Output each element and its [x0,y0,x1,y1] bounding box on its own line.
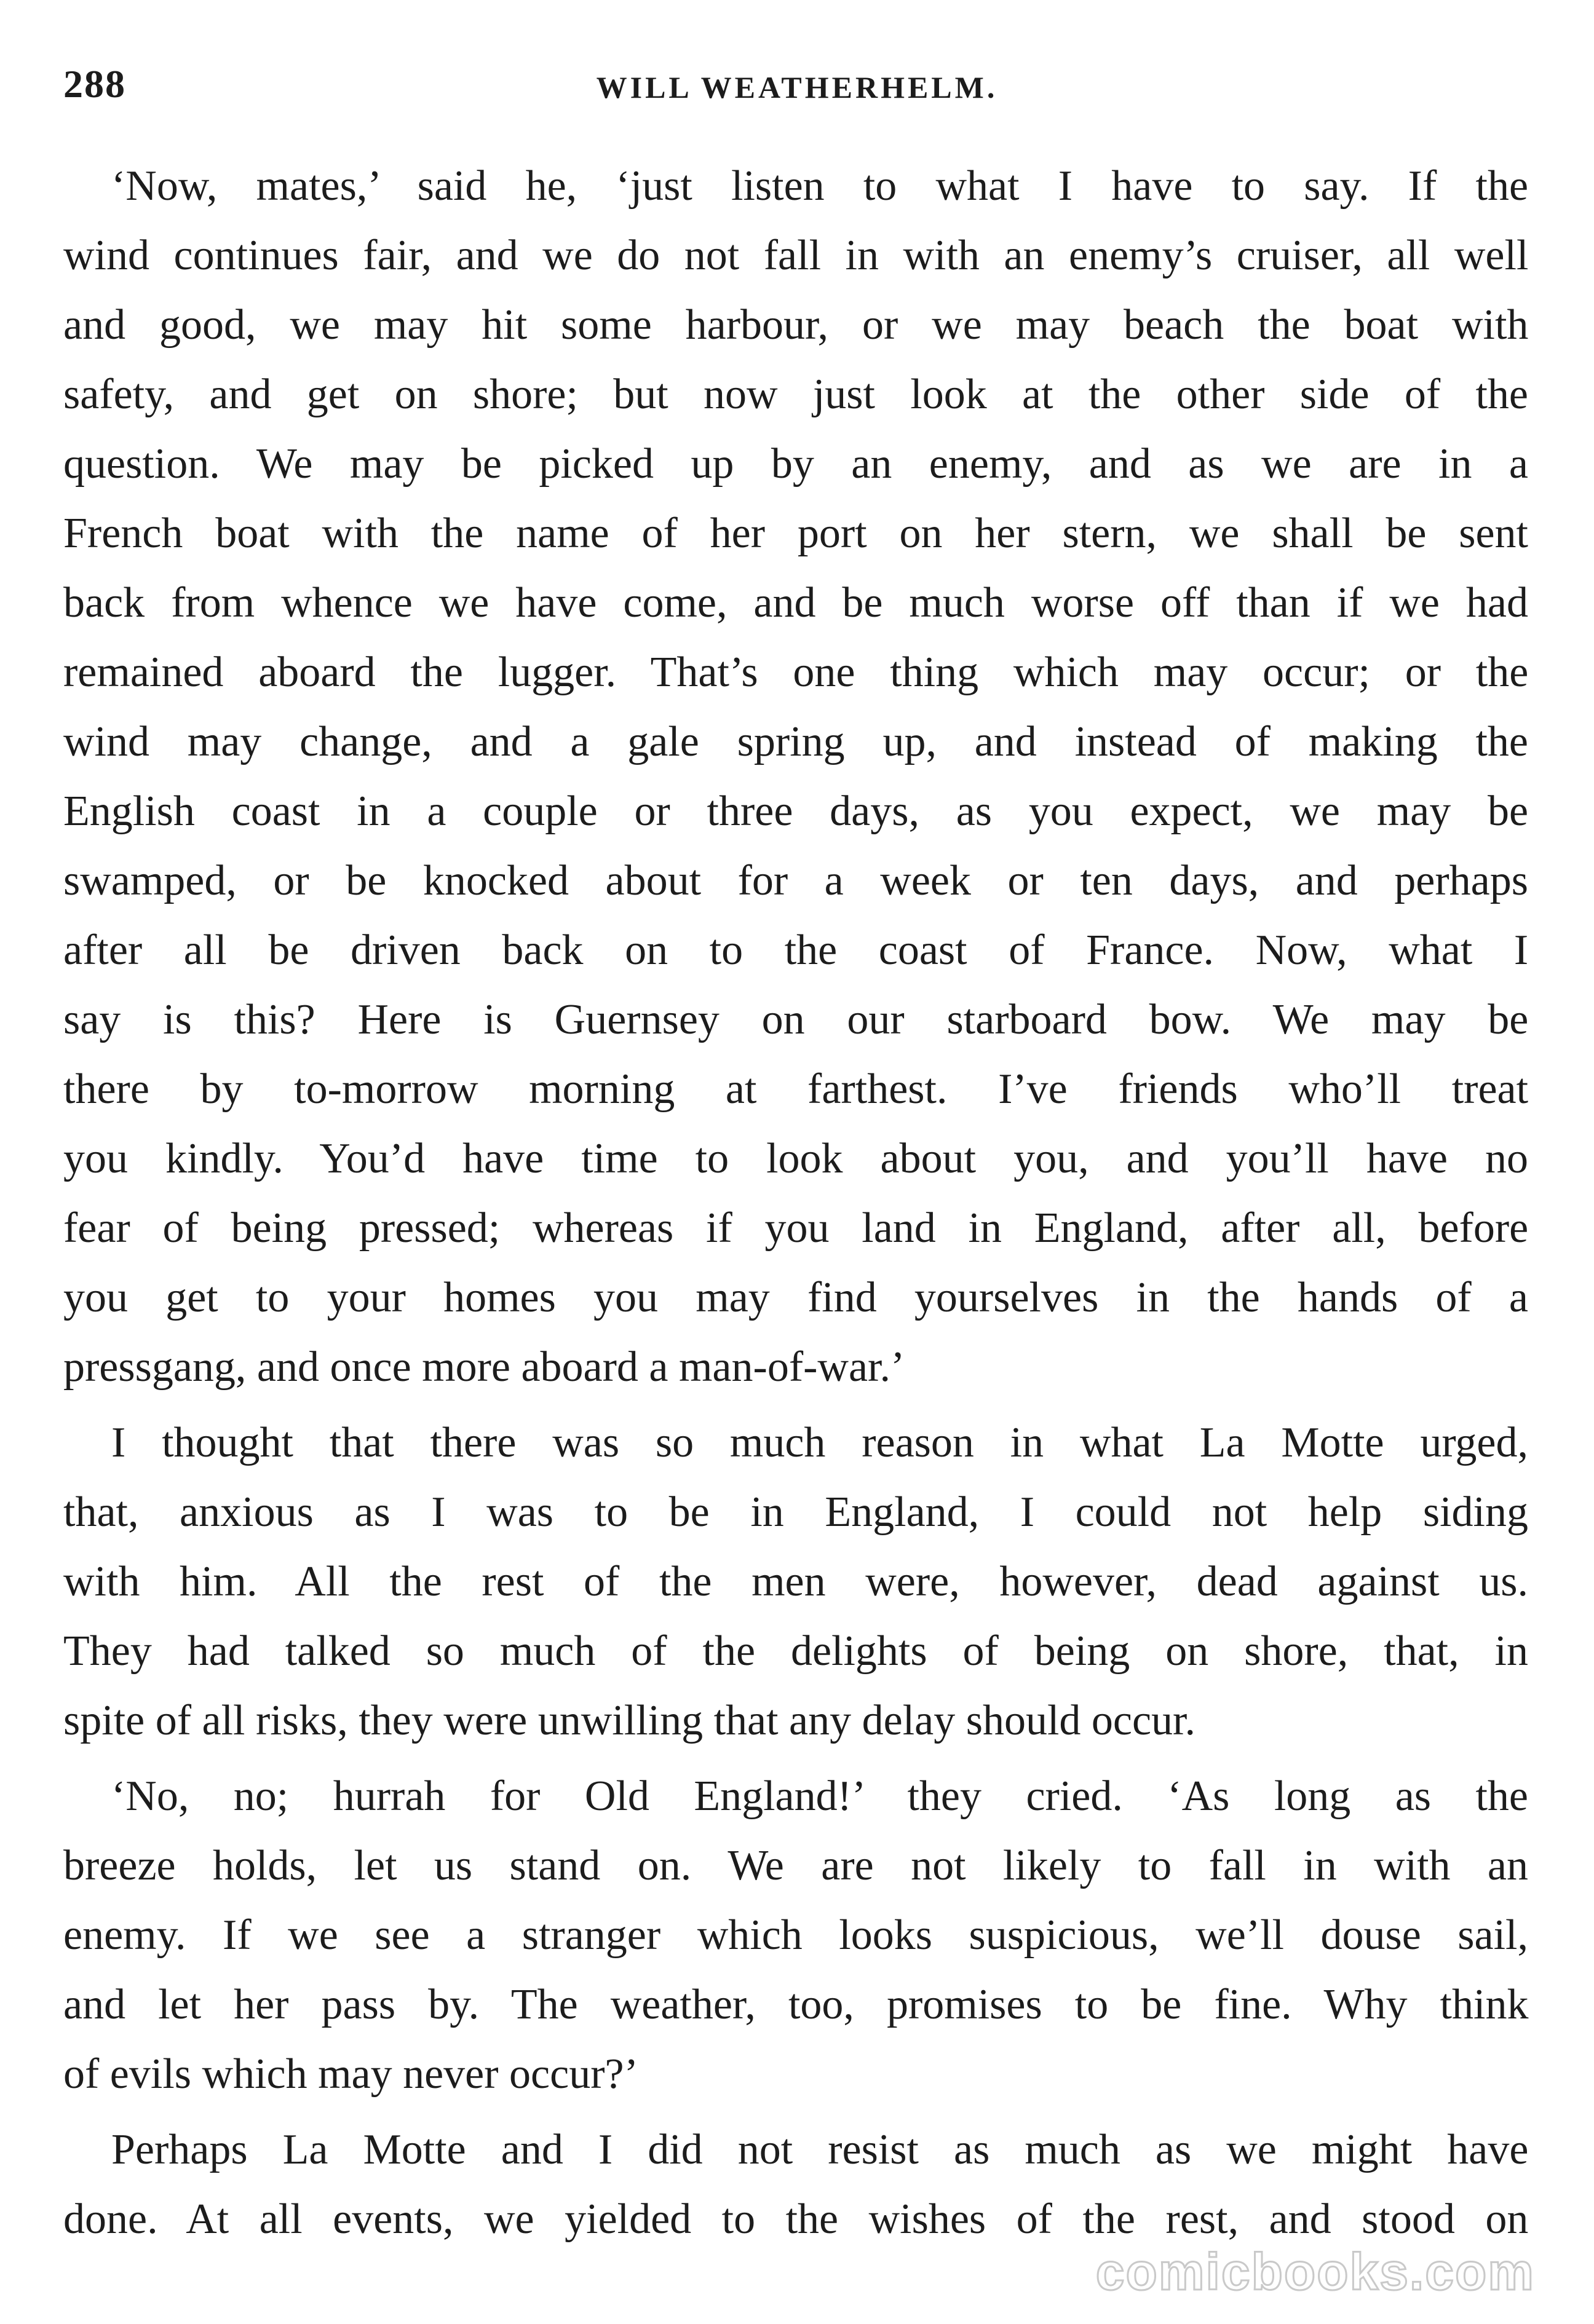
text-line: back from whence we have come, and be much worse off than if we had [63,579,1528,626]
text-line: swamped, or be knocked about for a week or ten days, and perhaps [63,857,1528,904]
text-line: ‘Now, mates,’ said he, ‘just listen to what I have to say. If the [111,162,1529,210]
watermark-logo: comicbooks.com [1095,2243,1535,2301]
text-line: Perhaps La Motte and I did not resist as much as we might have [111,2126,1529,2173]
text-line: that, anxious as I was to be in England, I could not help siding [63,1488,1528,1536]
text-line: and let her pass by. The weather, too, promises to be fine. Why think [63,1981,1529,2028]
text-line: French boat with the name of her port on her stern, we shall be sent [63,510,1528,557]
text-line: They had talked so much of the delights of being on shore, that, in [63,1627,1528,1675]
text-line: with him. All the rest of the men were, however, dead against us. [63,1558,1528,1605]
text-line: wind continues fair, and we do not fall in with an enemy’s cruiser, all well [63,232,1529,279]
text-line: of evils which may never occur?’ [63,2050,638,2098]
text-line: breeze holds, let us stand on. We are not likely to fall in with an [63,1842,1528,1889]
body-text [63,151,1528,2260]
paragraph-3 [63,1761,1528,2109]
text-line: pressgang, and once more aboard a man-of-war.’ [63,1343,905,1391]
text-line: there by to-morrow morning at farthest. I’ve friends who’ll treat [63,1065,1529,1113]
text-line: you kindly. You’d have time to look about you, and you’ll have no [63,1135,1528,1182]
text-line: I thought that there was so much reason in what La Motte urged, [111,1419,1528,1466]
page-header [63,57,1531,112]
paragraph-2 [63,1408,1528,1755]
text-line: question. We may be picked up by an enemy, and as we are in a [63,440,1528,488]
text-line: enemy. If we see a stranger which looks suspicious, we’ll douse sail, [63,1911,1528,1959]
text-line: ‘No, no; hurrah for Old England!’ they cried. ‘As long as the [111,1773,1528,1820]
running-head: WILL WEATHERHELM. [596,70,998,105]
text-line: after all be driven back on to the coast of France. Now, what I [63,927,1529,974]
text-line: spite of all risks, they were unwilling that any delay should occur. [63,1697,1196,1744]
paragraph-4 [63,2115,1528,2254]
text-line: English coast in a couple or three days, as you expect, we may be [63,788,1529,835]
text-line: remained aboard the lugger. That’s one thing which may occur; or the [63,649,1529,696]
page-number: 288 [63,62,126,106]
text-line: done. At all events, we yielded to the wishes of the rest, and stood on [63,2196,1529,2243]
text-line: wind may change, and a gale spring up, and instead of making the [63,718,1528,765]
paragraph-1 [63,151,1528,1402]
text-line: say is this? Here is Guernsey on our starboard bow. We may be [63,996,1529,1043]
text-line: you get to your homes you may find yourselves in the hands of a [63,1274,1528,1321]
text-line: fear of being pressed; whereas if you land in England, after all, before [63,1204,1529,1252]
text-line: safety, and get on shore; but now just look at the other side of the [63,371,1528,418]
text-line: and good, we may hit some harbour, or we may beach the boat with [63,301,1529,349]
